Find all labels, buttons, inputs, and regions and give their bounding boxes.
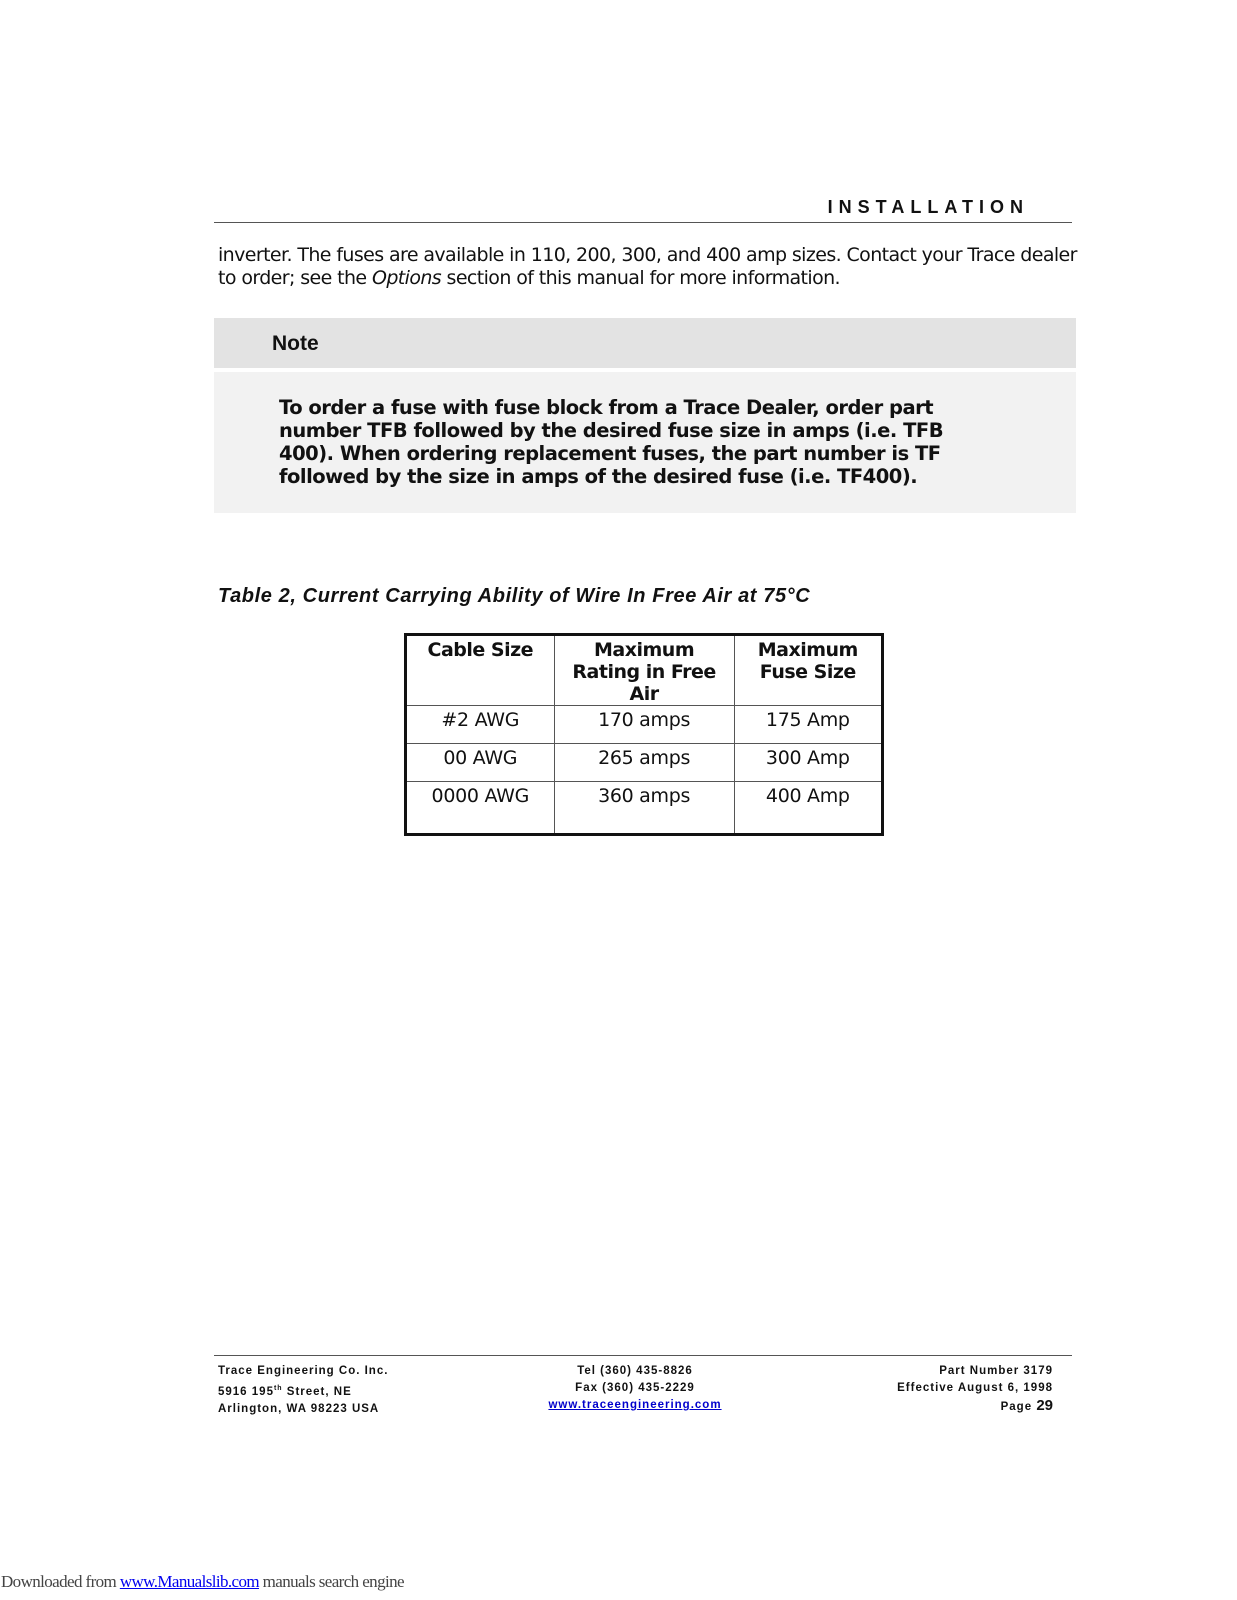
section-title: INSTALLATION [827, 197, 1029, 217]
intro-paragraph [218, 244, 1078, 290]
table-cell: 00 AWG [406, 744, 555, 782]
table-cell: 400 Amp [734, 782, 882, 835]
page-number: 29 [1036, 1397, 1053, 1414]
website-link[interactable]: www.traceengineering.com [548, 1399, 722, 1411]
table-header-cell: Maximum Fuse Size [734, 635, 882, 706]
table-row [406, 744, 883, 782]
table-header-cell: Maximum Rating in Free Air [554, 635, 734, 706]
footer-contact [520, 1363, 750, 1414]
street-suffix: th [273, 1385, 283, 1392]
intro-text-before: inverter. The fuses are available in 110, 200, 300, and 400 amp sizes. Contact your Trace dealer to order; see the [218, 244, 1077, 289]
page-label: Page [1000, 1401, 1033, 1413]
table-cell: 360 amps [554, 782, 734, 835]
manualslib-link[interactable]: www.Manualslib.com [119, 1572, 260, 1591]
download-notice [1, 1572, 404, 1592]
table-caption: Table 2, Current Carrying Ability of Wire In Free Air at 75°C [218, 585, 811, 607]
table-row [406, 782, 883, 835]
intro-text-after: section of this manual for more information. [441, 267, 840, 289]
intro-italic-word: Options [371, 267, 442, 289]
footer-divider [214, 1355, 1072, 1356]
company-name: Trace Engineering Co. Inc. [218, 1365, 389, 1377]
city-line: Arlington, WA 98223 USA [218, 1402, 380, 1415]
table-cell: 0000 AWG [406, 782, 555, 835]
table-header-row [406, 635, 883, 706]
part-number: Part Number 3179 [939, 1365, 1053, 1377]
street-number: 5916 195 [218, 1385, 274, 1398]
download-prefix: Downloaded from [1, 1572, 120, 1591]
note-title: Note [272, 332, 319, 355]
page-indicator [897, 1397, 1053, 1416]
fax: Fax (360) 435-2229 [575, 1382, 695, 1394]
street-address [218, 1380, 388, 1401]
telephone: Tel (360) 435-8826 [577, 1365, 693, 1377]
footer-address [218, 1363, 388, 1418]
table-row [406, 706, 883, 744]
note-body [214, 372, 1076, 513]
table-cell: 175 Amp [734, 706, 882, 744]
table-cell: 300 Amp [734, 744, 882, 782]
table-cell: 170 amps [554, 706, 734, 744]
effective-date: Effective August 6, 1998 [897, 1382, 1053, 1394]
header-divider [214, 222, 1072, 223]
table-cell: 265 amps [554, 744, 734, 782]
table-cell: #2 AWG [406, 706, 555, 744]
street-name: Street, NE [282, 1385, 352, 1398]
footer-document-info [897, 1363, 1053, 1416]
cable-table [404, 633, 884, 836]
table-header-cell: Cable Size [406, 635, 555, 706]
download-suffix: manuals search engine [259, 1572, 404, 1591]
note-text: To order a fuse with fuse block from a Trace Dealer, order part number TFB followed by the desired fuse size in amps (i.e. TFB 400). When ordering replacement fuses, the part number is TF followed by the size in amps of the desired fuse (i.e. TF400). [279, 396, 944, 488]
note-header [214, 318, 1076, 368]
